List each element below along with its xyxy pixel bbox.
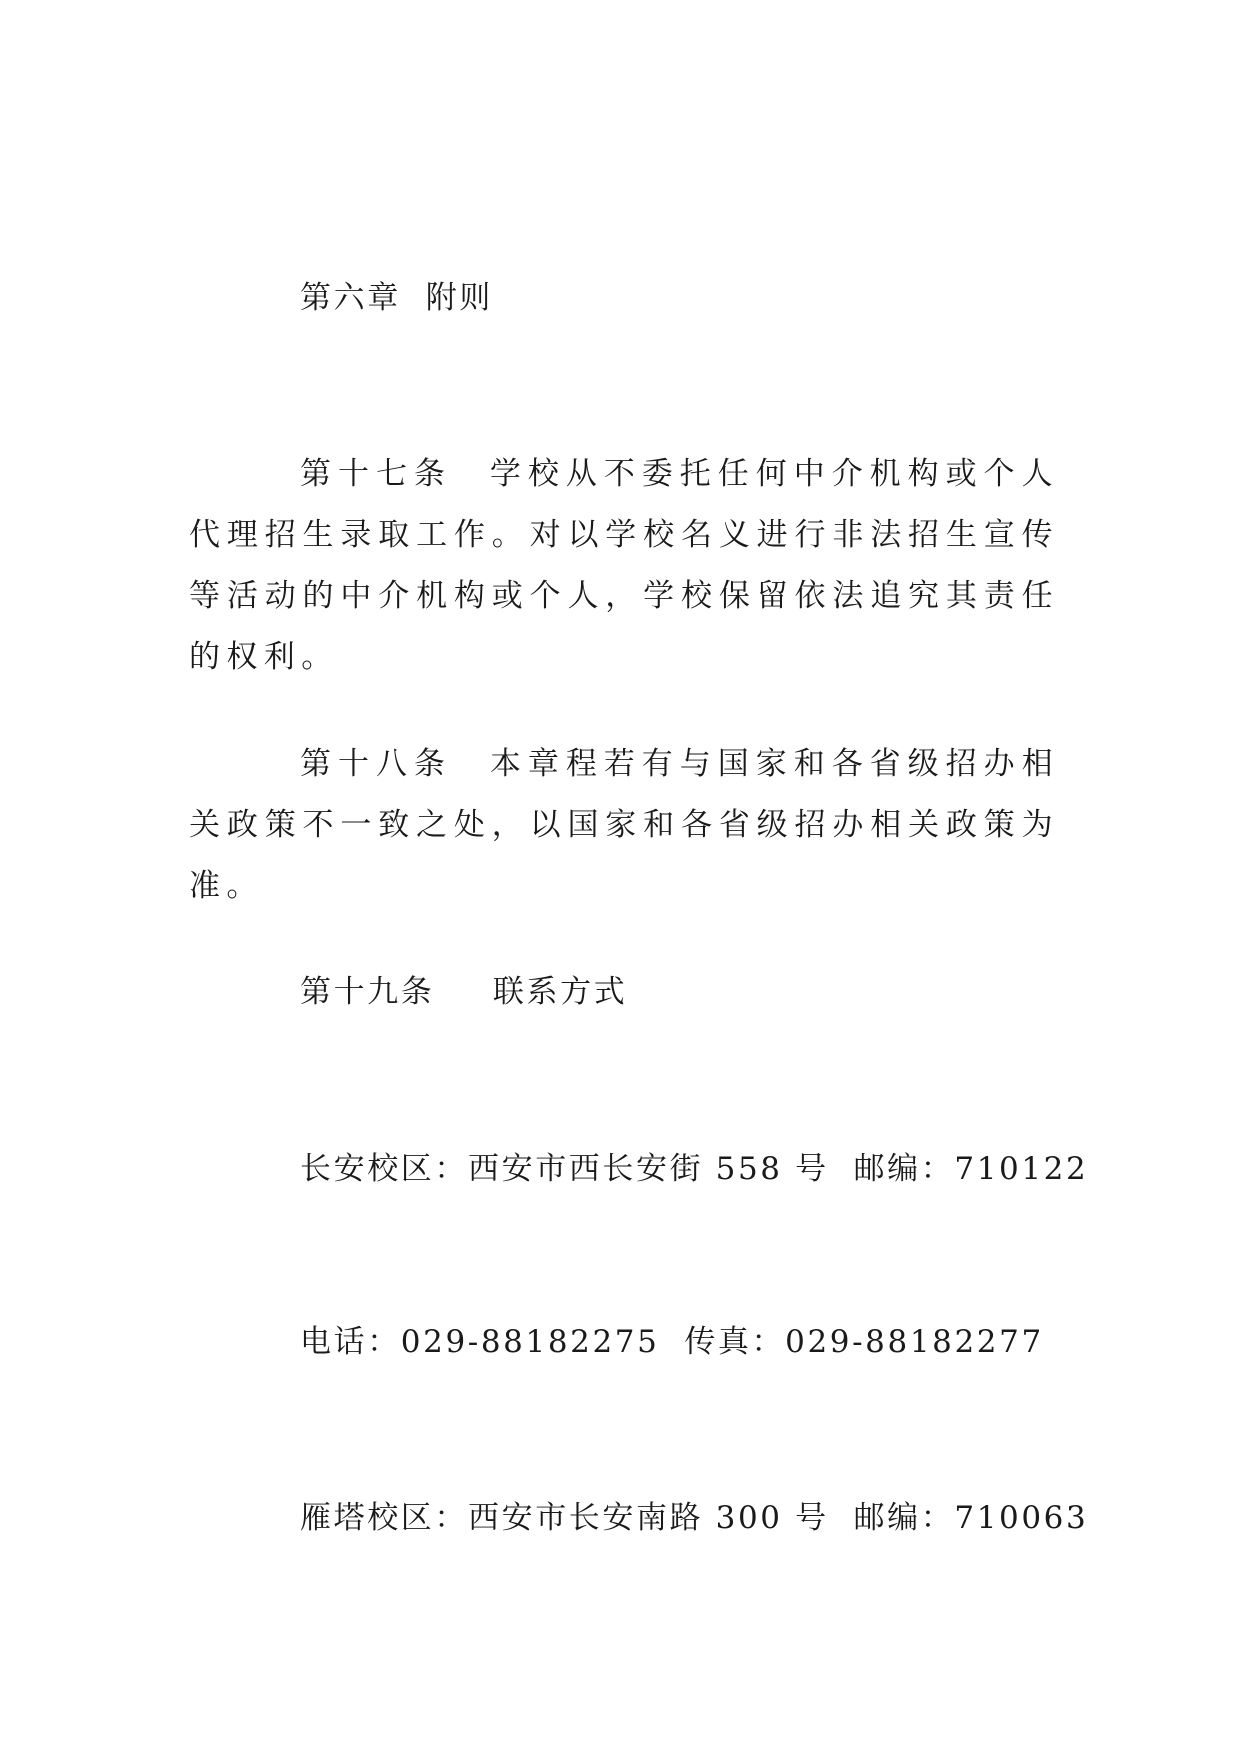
article-19: 第十九条 联系方式 — [300, 974, 628, 1010]
contact-changan-campus: 长安校区：西安市西长安街 558 号 邮编：710122 — [300, 1151, 1089, 1187]
contact-phone-fax: 电话：029-88182275 传真：029-88182277 — [300, 1324, 1044, 1360]
chapter-title: 第六章 附则 — [300, 280, 493, 316]
contact-yanta-campus: 雁塔校区：西安市长安南路 300 号 邮编：710063 — [300, 1500, 1089, 1536]
article-18: 第十八条 本章程若有与国家和各省级招办相关政策不一致之处，以国家和各省级招办相关政策为准。 — [189, 746, 1059, 904]
article-17: 第十七条 学校从不委托任何中介机构或个人代理招生录取工作。对以学校名义进行非法招生宣传等活动的中介机构或个人，学校保留依法追究其责任的权利。 — [189, 456, 1059, 675]
